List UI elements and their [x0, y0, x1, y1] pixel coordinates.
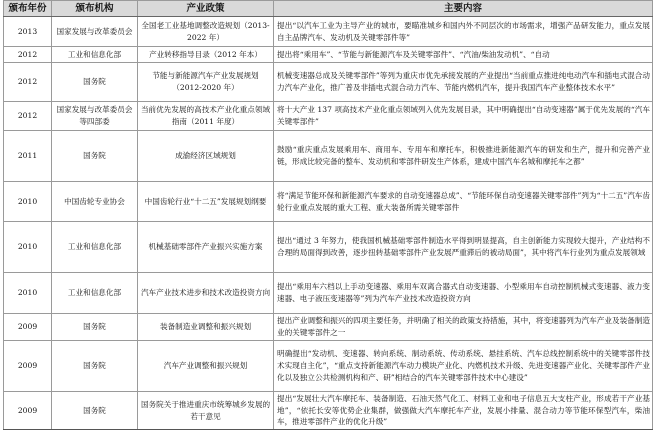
cell-org: 工业和信息化部 — [52, 273, 138, 314]
cell-year: 2009 — [4, 392, 52, 430]
cell-content: 提出“发展壮大汽车摩托车、装备制造、石油天然气化工、材料工业和电子信息五大支柱产业，形成若干产业基地”，“依托长安等优势企业集群，做强做大汽车摩托车产业，发展小排量、混合动力等节能环保型汽车，柴油车，推进零部件产业的优化升级” — [274, 392, 653, 430]
cell-org: 国务院 — [52, 131, 138, 182]
cell-org: 工业和信息化部 — [52, 47, 138, 63]
cell-content: 机械变速器总成及关键零部件”等列为重庆市优先承接发展的产业提出“当前重点推进纯电动汽车和插电式混合动力汽车产业化，推广普及非插电式混合动力汽车、节能内燃机汽车，提升我国汽车产业整体技术水平” — [274, 63, 653, 102]
cell-org: 国务院 — [52, 314, 138, 341]
cell-policy: 全国老工业基地调整改造规划（2013-2022 年） — [138, 17, 274, 47]
cell-year: 2009 — [4, 314, 52, 341]
cell-content: 将十大产业 137 项高技术产业化重点领域列入优先发展目录，其中明确提出“自动变速器”属于优先发展的“汽车关键零部件” — [274, 102, 653, 131]
cell-year: 2012 — [4, 47, 52, 63]
policy-table-container — [3, 0, 652, 430]
cell-policy: 汽车产业技术进步和技术改造投资方向 — [138, 273, 274, 314]
cell-content: 明确提出“发动机、变速器、转向系统、制动系统、传动系统、悬挂系统、汽车总线控制系统中的关键零部件技术实现自主化”，“重点支持新能源汽车动力模块产业化、内燃机技术升级、先进变速器产业化、关键零部件产业化以及独立公共检测机构和产、研”相结合的汽车关键零部件技术中心建设” — [274, 341, 653, 392]
table-row — [4, 341, 653, 392]
cell-org: 国家发展与改革委员会等四部委 — [52, 102, 138, 131]
cell-year: 2013 — [4, 17, 52, 47]
cell-year: 2009 — [4, 341, 52, 392]
cell-year: 2010 — [4, 273, 52, 314]
table-row — [4, 131, 653, 182]
header-content: 主要内容 — [274, 1, 653, 17]
table-header-row — [4, 1, 653, 17]
cell-policy: 机械基础零部件产业振兴实施方案 — [138, 222, 274, 273]
cell-org: 国务院 — [52, 63, 138, 102]
cell-policy: 产业转移指导目录（2012 年本） — [138, 47, 274, 63]
table-row — [4, 222, 653, 273]
cell-content: 提出“以汽车工业为主导产业的城市，要瞄准城乡和国内外不同层次的市场需求，增强产品研发能力，重点发展自主品牌汽车、发动机及关键零部件等” — [274, 17, 653, 47]
cell-year: 2011 — [4, 131, 52, 182]
table-row — [4, 47, 653, 63]
header-policy: 产业政策 — [138, 1, 274, 17]
cell-org: 国务院 — [52, 341, 138, 392]
cell-year: 2012 — [4, 63, 52, 102]
table-row — [4, 63, 653, 102]
cell-content: 提出“乘用车六档以上手动变速器、乘用车双离合器式自动变速器、小型乘用车自动控制机械式变速器、液力变速器、电子液压变速器等”列为汽车产业技术改造投资方向 — [274, 273, 653, 314]
cell-policy: 国务院关于推进重庆市统筹城乡发展的若干意见 — [138, 392, 274, 430]
cell-content: 提出将“乘用车”、“节能与新能源汽车及关键零部件”、“汽油/柴油发动机”、“自动 — [274, 47, 653, 63]
cell-year: 2010 — [4, 222, 52, 273]
cell-year: 2010 — [4, 182, 52, 222]
cell-policy: 成渝经济区域规划 — [138, 131, 274, 182]
cell-policy: 中国齿轮行业“十二五”发展规划纲要 — [138, 182, 274, 222]
cell-org: 中国齿轮专业协会 — [52, 182, 138, 222]
table-row — [4, 17, 653, 47]
table-row — [4, 314, 653, 341]
table-row — [4, 102, 653, 131]
cell-policy: 当前优先发展的高技术产业化重点领域指南（2011 年度） — [138, 102, 274, 131]
cell-content: 提出“通过 3 年努力，使我国机械基础零部件制造水平得到明显提高，自主创新能力实现较大提升，产业结构不合理的局面得到改善，逐步扭转基础零部件产业发展严重滞后的被动局面”，其中将汽车行业列为重点发展领域 — [274, 222, 653, 273]
header-org: 颁布机构 — [52, 1, 138, 17]
cell-year: 2012 — [4, 102, 52, 131]
cell-policy: 汽车产业调整和振兴规划 — [138, 341, 274, 392]
cell-content: 提出产业调整和振兴的四项主要任务，并明确了相关的政策支持措施，其中，将变速器列为汽车产业及装备制造业的关键零部件之一 — [274, 314, 653, 341]
cell-content: 将“满足节能环保和新能源汽车要求的自动变速器总成”、“节能环保自动变速器关键零部件”列为“十二五”汽车齿轮行业重点发展的重大工程、重大装备所需关键零部件 — [274, 182, 653, 222]
cell-policy: 节能与新能源汽车产业发展规划（2012-2020 年） — [138, 63, 274, 102]
cell-policy: 装备制造业调整和振兴规划 — [138, 314, 274, 341]
cell-org: 工业和信息化部 — [52, 222, 138, 273]
policy-table — [3, 0, 653, 430]
table-row — [4, 273, 653, 314]
cell-org: 国务院 — [52, 392, 138, 430]
table-row — [4, 182, 653, 222]
cell-org: 国家发展与改革委员会 — [52, 17, 138, 47]
cell-content: 鼓励“重庆重点发展乘用车、商用车、专用车和摩托车，积极推进新能源汽车的研发和生产，提升和完善产业链，形成比较完备的整车、发动机和零部件研发生产体系，建成中国汽车名城和摩托车之都” — [274, 131, 653, 182]
header-year: 颁布年份 — [4, 1, 52, 17]
